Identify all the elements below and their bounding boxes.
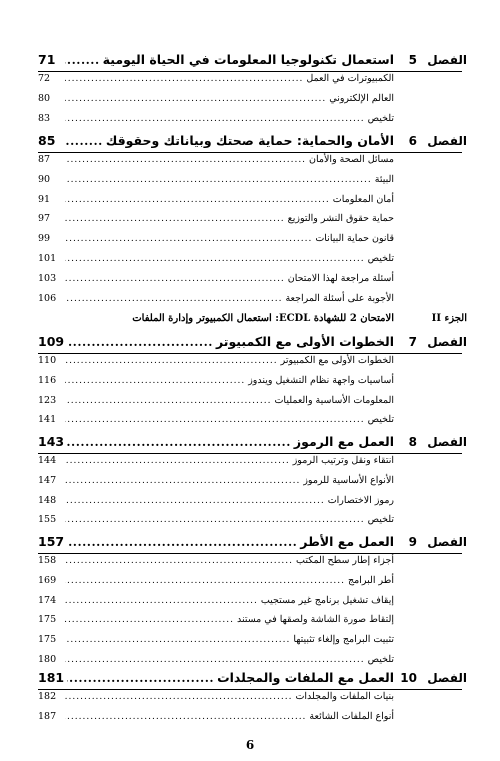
subsection-page: 97 (38, 213, 51, 225)
subsection-line (38, 273, 394, 284)
subsection-row[interactable] (0, 395, 500, 411)
subsection-title: أمان المعلومات (332, 193, 394, 205)
chapter-rule (38, 353, 462, 354)
subsection-line (38, 691, 394, 702)
subsection-page: 103 (38, 272, 57, 284)
subsection-row[interactable] (0, 174, 500, 190)
chapter-title: العمل مع الملفات والمجلدات (217, 670, 394, 685)
chapter-title: استعمال تكنولوجيا المعلومات في الحياة اليومية (102, 52, 394, 67)
dot-leader (65, 234, 312, 244)
subsection-row[interactable] (0, 194, 500, 210)
subsection-line (38, 73, 394, 84)
dot-leader (65, 655, 365, 665)
chapter-rule (38, 71, 462, 72)
part-row (0, 313, 500, 327)
subsection-line (38, 575, 394, 586)
chapter-title: الخطوات الأولى مع الكمبيوتر (215, 334, 394, 349)
subsection-row[interactable] (0, 273, 500, 289)
dot-leader (65, 476, 300, 486)
subsection-line (38, 711, 394, 722)
page-number: 6 (245, 738, 255, 752)
subsection-title: البيئة (374, 173, 394, 185)
dot-leader (67, 535, 297, 549)
subsection-page: 80 (38, 92, 51, 104)
subsection-line (38, 355, 394, 366)
chapter-title: العمل مع الرموز (293, 434, 394, 449)
subsection-title: قانون حماية البيانات (315, 233, 394, 245)
subsection-title: تلخيص (367, 112, 394, 124)
subsection-title: الأنواع الأساسية للرموز (303, 474, 394, 486)
subsection-title: المعلومات الأساسية والعمليات (274, 394, 394, 406)
subsection-title: تلخيص (367, 514, 394, 526)
chapter-page: 109 (38, 334, 65, 349)
subsection-title: تثبيت البرامج وإلغاء تثبيتها (293, 634, 394, 646)
subsection-title: أجزاء إطار سطح المكتب (296, 555, 394, 566)
dot-leader (65, 53, 100, 67)
subsection-row[interactable] (0, 455, 500, 471)
chapter-rule (38, 453, 462, 454)
subsection-row[interactable] (0, 414, 500, 430)
chapter-label: الفصل (427, 53, 467, 67)
subsection-row[interactable] (0, 293, 500, 309)
dot-leader (65, 134, 103, 148)
subsection-page: 169 (38, 574, 57, 586)
chapter-rule (38, 152, 462, 153)
dot-leader (65, 415, 365, 425)
subsection-page: 180 (38, 654, 57, 665)
subsection-title: أسئلة مراجعة لهذا الامتحان (287, 272, 394, 284)
subsection-page: 175 (38, 634, 57, 646)
subsection-title: أطر البرامج (348, 574, 394, 586)
subsection-page: 144 (38, 455, 57, 466)
subsection-line (38, 93, 394, 104)
dot-leader (65, 274, 285, 284)
chapter-page: 143 (38, 434, 65, 449)
chapter-row[interactable] (0, 534, 500, 552)
chapter-title-line (38, 334, 394, 349)
subsection-row[interactable] (0, 475, 500, 491)
subsection-row[interactable] (0, 514, 500, 530)
subsection-line (38, 213, 394, 224)
subsection-title: انتقاء ونقل وترتيب الرموز (292, 455, 394, 466)
chapter-title-line (38, 534, 394, 549)
dot-leader (67, 671, 214, 685)
part-title: الامتحان 2 للشهادة ECDL: استعمال الكمبيوتر وإدارة الملفات (132, 313, 394, 324)
dot-leader (65, 214, 285, 224)
dot-leader (65, 155, 306, 165)
chapter-title-line (38, 434, 394, 449)
subsection-line (38, 253, 394, 264)
subsection-page: 123 (38, 394, 57, 406)
subsection-row[interactable] (0, 575, 500, 591)
subsection-line (38, 233, 394, 244)
chapter-row[interactable] (0, 334, 500, 352)
subsection-line (38, 194, 394, 205)
chapter-row[interactable] (0, 133, 500, 151)
chapter-number: 6 (408, 134, 417, 148)
dot-leader (65, 692, 292, 702)
subsection-row[interactable] (0, 253, 500, 269)
subsection-line (38, 475, 394, 486)
dot-leader (65, 254, 365, 264)
subsection-line (38, 174, 394, 185)
chapter-number: 10 (400, 671, 417, 685)
subsection-row[interactable] (0, 495, 500, 511)
chapter-page: 71 (38, 52, 56, 67)
chapter-label: الفصل (427, 435, 467, 449)
dot-leader (65, 294, 282, 304)
subsection-page: 116 (38, 374, 57, 386)
dot-leader (65, 74, 303, 84)
chapter-title: العمل مع الأطر (300, 534, 394, 549)
chapter-label: الفصل (427, 134, 467, 148)
chapter-row[interactable] (0, 670, 500, 688)
subsection-line (38, 414, 394, 425)
dot-leader (65, 596, 258, 606)
subsection-page: 148 (38, 494, 57, 506)
dot-leader (67, 435, 291, 449)
subsection-page: 110 (38, 355, 57, 366)
chapter-label: الفصل (427, 335, 467, 349)
subsection-row[interactable] (0, 711, 500, 727)
subsection-title: الكمبيوترات في العمل (306, 73, 394, 84)
subsection-line (38, 555, 394, 566)
subsection-row[interactable] (0, 595, 500, 611)
subsection-line (38, 654, 394, 665)
subsection-page: 182 (38, 691, 57, 702)
dot-leader (65, 356, 278, 366)
dot-leader (65, 175, 372, 185)
dot-leader (65, 114, 365, 124)
chapter-number: 8 (408, 435, 417, 449)
chapter-number: 7 (408, 335, 417, 349)
dot-leader (65, 456, 290, 466)
chapter-page: 181 (38, 670, 65, 685)
chapter-title-line (38, 52, 394, 67)
subsection-title: تلخيص (367, 654, 394, 665)
subsection-row[interactable] (0, 375, 500, 391)
subsection-title: مسائل الصحة والأمان (309, 154, 394, 165)
subsection-page: 91 (38, 193, 51, 205)
part-label: الجزء II (431, 313, 467, 324)
dot-leader (65, 496, 325, 506)
subsection-row[interactable] (0, 213, 500, 229)
chapter-row[interactable] (0, 434, 500, 452)
subsection-page: 87 (38, 154, 51, 165)
dot-leader (65, 376, 245, 386)
subsection-page: 72 (38, 73, 51, 84)
subsection-page: 83 (38, 112, 51, 124)
subsection-title: تلخيص (367, 414, 394, 426)
subsection-page: 141 (38, 414, 57, 426)
subsection-row[interactable] (0, 93, 500, 109)
chapter-page: 157 (38, 534, 65, 549)
dot-leader (65, 712, 306, 722)
subsection-line (38, 634, 394, 645)
subsection-title: أساسيات واجهة نظام التشغيل ويندوز (248, 374, 394, 386)
subsection-line (38, 375, 394, 386)
subsection-title: إلتقاط صورة الشاشة ولصقها في مستند (236, 614, 394, 626)
dot-leader (65, 576, 345, 586)
chapter-title-line (38, 133, 394, 148)
subsection-page: 90 (38, 173, 51, 185)
subsection-title: إيقاف تشغيل برنامج غير مستجيب (260, 594, 394, 606)
dot-leader (65, 515, 365, 525)
subsection-page: 99 (38, 233, 51, 245)
chapter-page: 85 (38, 133, 56, 148)
subsection-row[interactable] (0, 555, 500, 571)
chapter-number: 5 (408, 53, 417, 67)
subsection-row[interactable] (0, 691, 500, 707)
subsection-page: 174 (38, 594, 57, 606)
subsection-line (38, 113, 394, 124)
subsection-title: الخطوات الأولى مع الكمبيوتر (280, 355, 394, 366)
subsection-title: تلخيص (367, 253, 394, 264)
dot-leader (65, 635, 290, 645)
dot-leader (65, 396, 271, 406)
subsection-row[interactable] (0, 233, 500, 249)
subsection-row[interactable] (0, 113, 500, 129)
subsection-row[interactable] (0, 654, 500, 670)
dot-leader (65, 556, 293, 566)
subsection-line (38, 495, 394, 506)
subsection-page: 175 (38, 614, 57, 626)
subsection-title: بنيات الملفات والمجلدات (295, 691, 394, 702)
chapter-row[interactable] (0, 52, 500, 70)
dot-leader (65, 195, 330, 205)
dot-leader (65, 615, 234, 625)
subsection-page: 106 (38, 292, 57, 304)
subsection-line (38, 293, 394, 304)
subsection-page: 147 (38, 474, 57, 486)
dot-leader (65, 94, 326, 104)
chapter-rule (38, 689, 462, 690)
chapter-title: الأمان والحماية: حماية صحتك وبياناتك وحقوقك (105, 133, 394, 148)
subsection-title: حماية حقوق النشر والتوزيع (287, 213, 394, 225)
subsection-page: 155 (38, 514, 57, 526)
subsection-line (38, 514, 394, 525)
chapter-number: 9 (408, 535, 417, 549)
subsection-line (38, 595, 394, 606)
dot-leader (67, 335, 213, 349)
chapter-label: الفصل (427, 671, 467, 685)
subsection-page: 187 (38, 710, 57, 722)
subsection-page: 101 (38, 253, 57, 264)
chapter-label: الفصل (427, 535, 467, 549)
subsection-row[interactable] (0, 355, 500, 371)
subsection-title: أنواع الملفات الشائعة (309, 710, 394, 722)
subsection-row[interactable] (0, 634, 500, 650)
chapter-title-line (38, 670, 394, 685)
subsection-row[interactable] (0, 73, 500, 89)
subsection-title: رموز الاختصارات (327, 494, 394, 506)
subsection-line (38, 395, 394, 406)
subsection-line (38, 455, 394, 466)
subsection-title: العالم الإلكتروني (329, 92, 394, 104)
subsection-line (38, 614, 394, 625)
subsection-row[interactable] (0, 614, 500, 630)
subsection-row[interactable] (0, 154, 500, 170)
subsection-title: الأجوبة على أسئلة المراجعة (285, 292, 394, 304)
chapter-rule (38, 553, 462, 554)
subsection-line (38, 154, 394, 165)
subsection-page: 158 (38, 555, 57, 566)
